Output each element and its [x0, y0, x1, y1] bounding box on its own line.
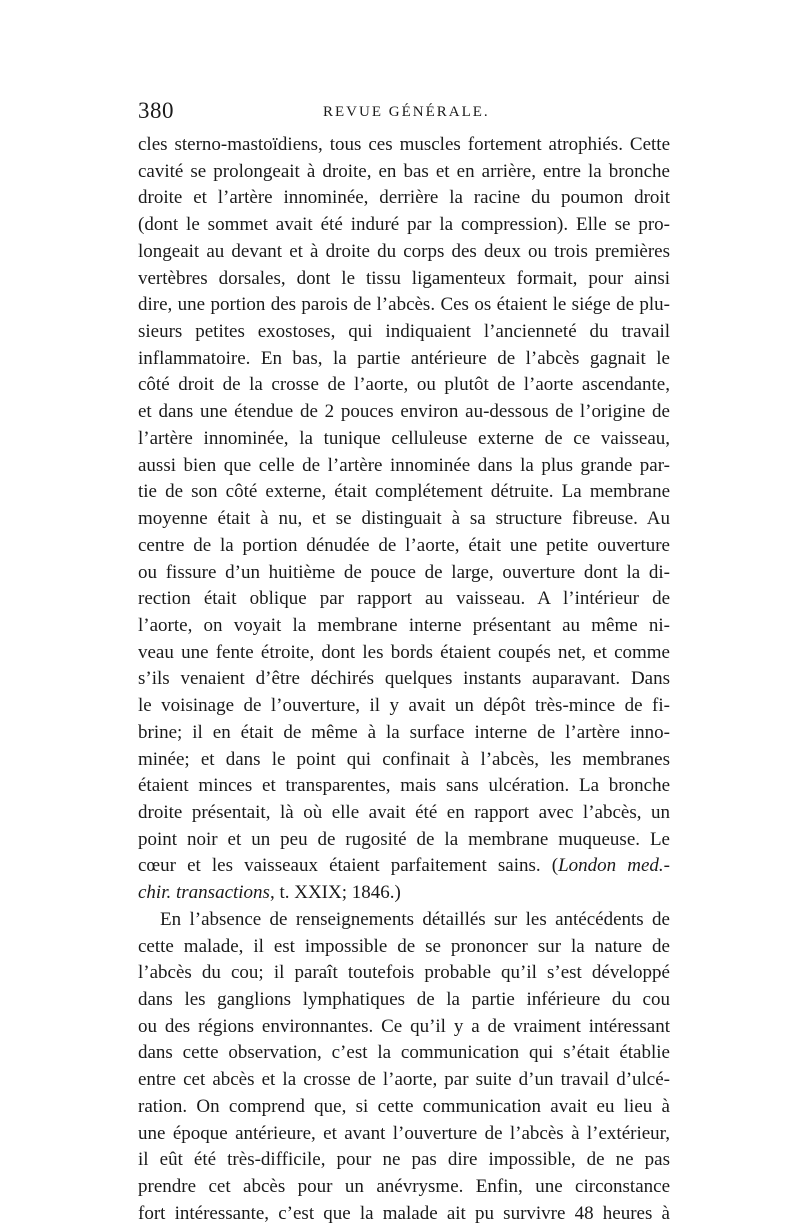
text-line-content: entre cet abcès et la crosse de l’aorte, par suite d’un travail d’ulcé- [138, 1069, 670, 1091]
page-header [138, 98, 670, 126]
text-line-content: minée; et dans le point qui confinait à l’abcès, les membranes [138, 748, 670, 770]
text-line [138, 1147, 670, 1174]
text-line-content: droite présentait, là où elle avait été en rapport avec l’abcès, un [138, 801, 670, 823]
text-line-content: point noir et un peu de rugosité de la membrane muqueuse. Le [138, 828, 670, 850]
text-line [138, 1121, 670, 1148]
text-line [138, 479, 670, 506]
text-line-content: vertèbres dorsales, dont le tissu ligamenteux formait, pour ainsi [138, 267, 670, 289]
text-line [138, 132, 670, 159]
text-line [138, 372, 670, 399]
text-line [138, 1201, 670, 1227]
text-line-content: le voisinage de l’ouverture, il y avait un dépôt très-mince de fi- [138, 695, 670, 717]
text-line [138, 453, 670, 480]
citation-italic: London med.- [558, 855, 670, 877]
text-line [138, 239, 670, 266]
text-line-content: cavité se prolongeait à droite, en bas et en arrière, entre la bronche [138, 160, 670, 182]
text-line [138, 693, 670, 720]
text-line-content: veau une fente étroite, dont les bords étaient coupés net, et comme [138, 641, 670, 663]
text-line-content: il eût été très-difficile, pour ne pas dire impossible, de ne pas [138, 1149, 670, 1171]
text-line [138, 720, 670, 747]
text-line-content: aussi bien que celle de l’artère innominée dans la plus grande par- [138, 454, 670, 476]
text-line-content: tie de son côté externe, était complétement détruite. La membrane [138, 481, 670, 503]
text-line-content: sieurs petites exostoses, qui indiquaient l’ancienneté du travail [138, 321, 670, 343]
page-number: 380 [138, 98, 174, 123]
text-line [138, 586, 670, 613]
text-line [138, 159, 670, 186]
text-line-content: l’abcès du cou; il paraît toutefois probable qu’il s’est développé [138, 962, 670, 984]
text-line [138, 827, 670, 854]
text-line [138, 319, 670, 346]
text-line [138, 1014, 670, 1041]
text-line-content: brine; il en était de même à la surface interne de l’artère inno- [138, 721, 670, 743]
text-line [138, 907, 670, 934]
text-line [138, 399, 670, 426]
text-line [138, 185, 670, 212]
text-line [138, 800, 670, 827]
text-line-content: (dont le sommet avait été induré par la compression). Elle se pro- [138, 214, 670, 236]
text-line-content: dire, une portion des parois de l’abcès. Ces os étaient le siége de plu- [138, 294, 670, 316]
text-line [138, 533, 670, 560]
text-line-content: ou fissure d’un huitième de pouce de large, ouverture dont la di- [138, 561, 670, 583]
text-line [138, 1174, 670, 1201]
text-line [138, 640, 670, 667]
text-line-content: rection était oblique par rapport au vaisseau. A l’intérieur de [138, 588, 670, 610]
text-line [138, 212, 670, 239]
text-line-content: l’artère innominée, la tunique celluleuse externe de ce vaisseau, [138, 427, 670, 449]
text-line [138, 880, 670, 907]
text-line [138, 506, 670, 533]
text-line-content: inflammatoire. En bas, la partie antérieure de l’abcès gagnait le [138, 347, 670, 369]
text-line-content: ration. On comprend que, si cette communication avait eu lieu à [138, 1095, 670, 1117]
text-line [138, 1040, 670, 1067]
citation-italic: chir. transactions [138, 882, 270, 904]
text-line [138, 1094, 670, 1121]
text-line [138, 934, 670, 961]
text-line-content: étaient minces et transparentes, mais sans ulcération. La bronche [138, 775, 670, 797]
text-line [138, 426, 670, 453]
text-line [138, 560, 670, 587]
text-line [138, 773, 670, 800]
text-line [138, 1067, 670, 1094]
text-line-content: s’ils venaient d’être déchirés quelques instants auparavant. Dans [138, 668, 670, 690]
text-line [138, 666, 670, 693]
text-line-content: ou des régions environnantes. Ce qu’il y a de vraiment intéressant [138, 1015, 670, 1037]
text-line-content: une époque antérieure, et avant l’ouverture de l’abcès à l’extérieur, [138, 1122, 670, 1144]
text-line-content: cette malade, il est impossible de se prononcer sur la nature de [138, 935, 670, 957]
text-line-content: cles sterno-mastoïdiens, tous ces muscles fortement atrophiés. Cette [138, 134, 670, 155]
text-line-content: et dans une étendue de 2 pouces environ au-dessous de l’origine de [138, 401, 670, 423]
body-text [138, 132, 670, 1227]
text-line-content: moyenne était à nu, et se distinguait à sa structure fibreuse. Au [138, 508, 670, 530]
text-line [138, 853, 670, 880]
text-line [138, 266, 670, 293]
text-line [138, 987, 670, 1014]
text-line-content: cœur et les vaisseaux étaient parfaitement sains. ( [138, 855, 559, 877]
text-line [138, 346, 670, 373]
text-line-content: droite et l’artère innominée, derrière la racine du poumon droit [138, 187, 670, 209]
text-line [138, 960, 670, 987]
text-line-content: longeait au devant et à droite du corps des deux ou trois premières [138, 240, 670, 262]
citation-tail: , t. XXIX; 1846.) [269, 882, 401, 904]
text-line-content: dans les ganglions lymphatiques de la partie inférieure du cou [138, 989, 670, 1010]
text-line-content: côté droit de la crosse de l’aorte, ou plutôt de l’aorte ascendante, [138, 374, 670, 396]
text-line [138, 292, 670, 319]
text-line [138, 747, 670, 774]
text-line-content: l’aorte, on voyait la membrane interne présentant au même ni- [138, 614, 670, 636]
text-line-content: dans cette observation, c’est la communication qui s’était établie [138, 1042, 670, 1064]
text-line-content: fort intéressante, c’est que la malade ait pu survivre 48 heures à [138, 1202, 670, 1224]
text-line-content: prendre cet abcès pour un anévrysme. Enfin, une circonstance [138, 1176, 670, 1198]
text-line-content: En l’absence de renseignements détaillés sur les antécédents de [160, 908, 670, 930]
text-line-content: centre de la portion dénudée de l’aorte, était une petite ouverture [138, 534, 670, 556]
running-head: REVUE GÉNÉRALE. [323, 104, 490, 120]
text-line [138, 613, 670, 640]
